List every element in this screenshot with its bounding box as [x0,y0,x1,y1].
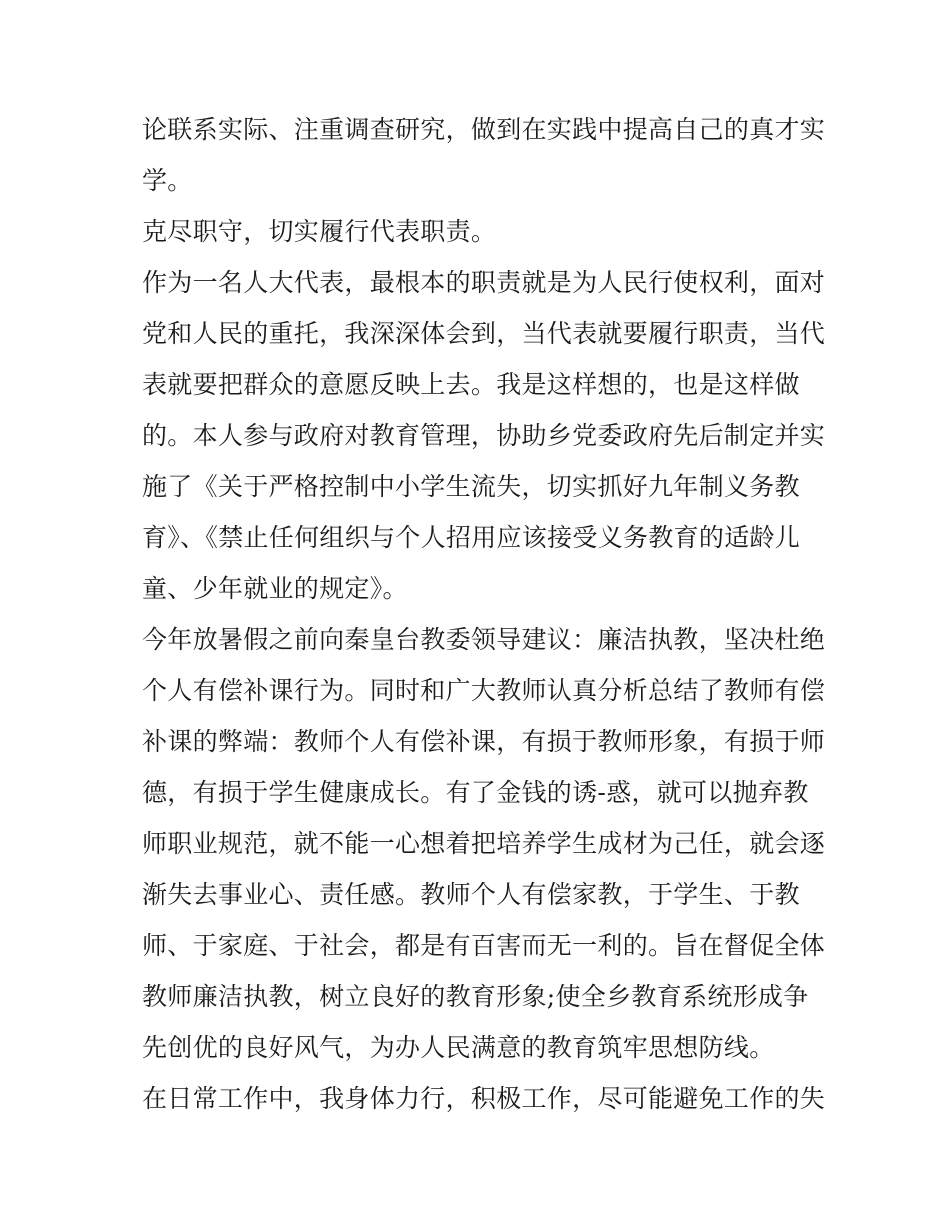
text-line: 的。本人参与政府对教育管理，协助乡党委政府先后制定并实 [142,421,826,450]
text-line: 育》、《禁止任何组织与个人招用应该接受义务教育的适龄儿 [142,523,801,552]
text-line: 表就要把群众的意愿反映上去。我是这样想的，也是这样做 [142,370,800,399]
text-line: 先创优的良好风气，为办人民满意的教育筑牢思想防线。 [142,1033,775,1062]
text-line: 在日常工作中，我身体力行，积极工作，尽可能避免工作的失 [142,1084,826,1113]
text-line: 作为一名人大代表，最根本的职责就是为人民行使权利，面对 [142,268,826,297]
text-line: 今年放暑假之前向秦皇台教委领导建议：廉洁执教，坚决杜绝 [142,625,826,654]
text-line: 童、少年就业的规定》。 [142,574,408,603]
text-line: 党和人民的重托，我深深体会到，当代表就要履行职责，当代 [142,319,826,348]
text-line: 德，有损于学生健康成长。有了金钱的诱-惑，就可以抛弃教 [142,778,809,807]
text-line: 补课的弊端：教师个人有偿补课，有损于教师形象，有损于师 [142,727,826,756]
text-line: 师职业规范，就不能一心想着把培养学生成材为己任，就会逐 [142,829,826,858]
text-line: 论联系实际、注重调查研究，做到在实践中提高自己的真才实 [142,115,826,144]
text-line: 个人有偿补课行为。同时和广大教师认真分析总结了教师有偿 [142,676,826,705]
text-line: 施了《关于严格控制中小学生流失，切实抓好九年制义务教 [142,472,800,501]
section-heading: 克尽职守，切实履行代表职责。 [142,217,497,246]
text-line: 学。 [142,166,193,195]
text-line: 师、于家庭、于社会，都是有百害而无一利的。旨在督促全体 [142,931,826,960]
text-line: 渐失去事业心、责任感。教师个人有偿家教，于学生、于教 [142,880,800,909]
text-line: 教师廉洁执教，树立良好的教育形象;使全乡教育系统形成争 [142,982,809,1011]
